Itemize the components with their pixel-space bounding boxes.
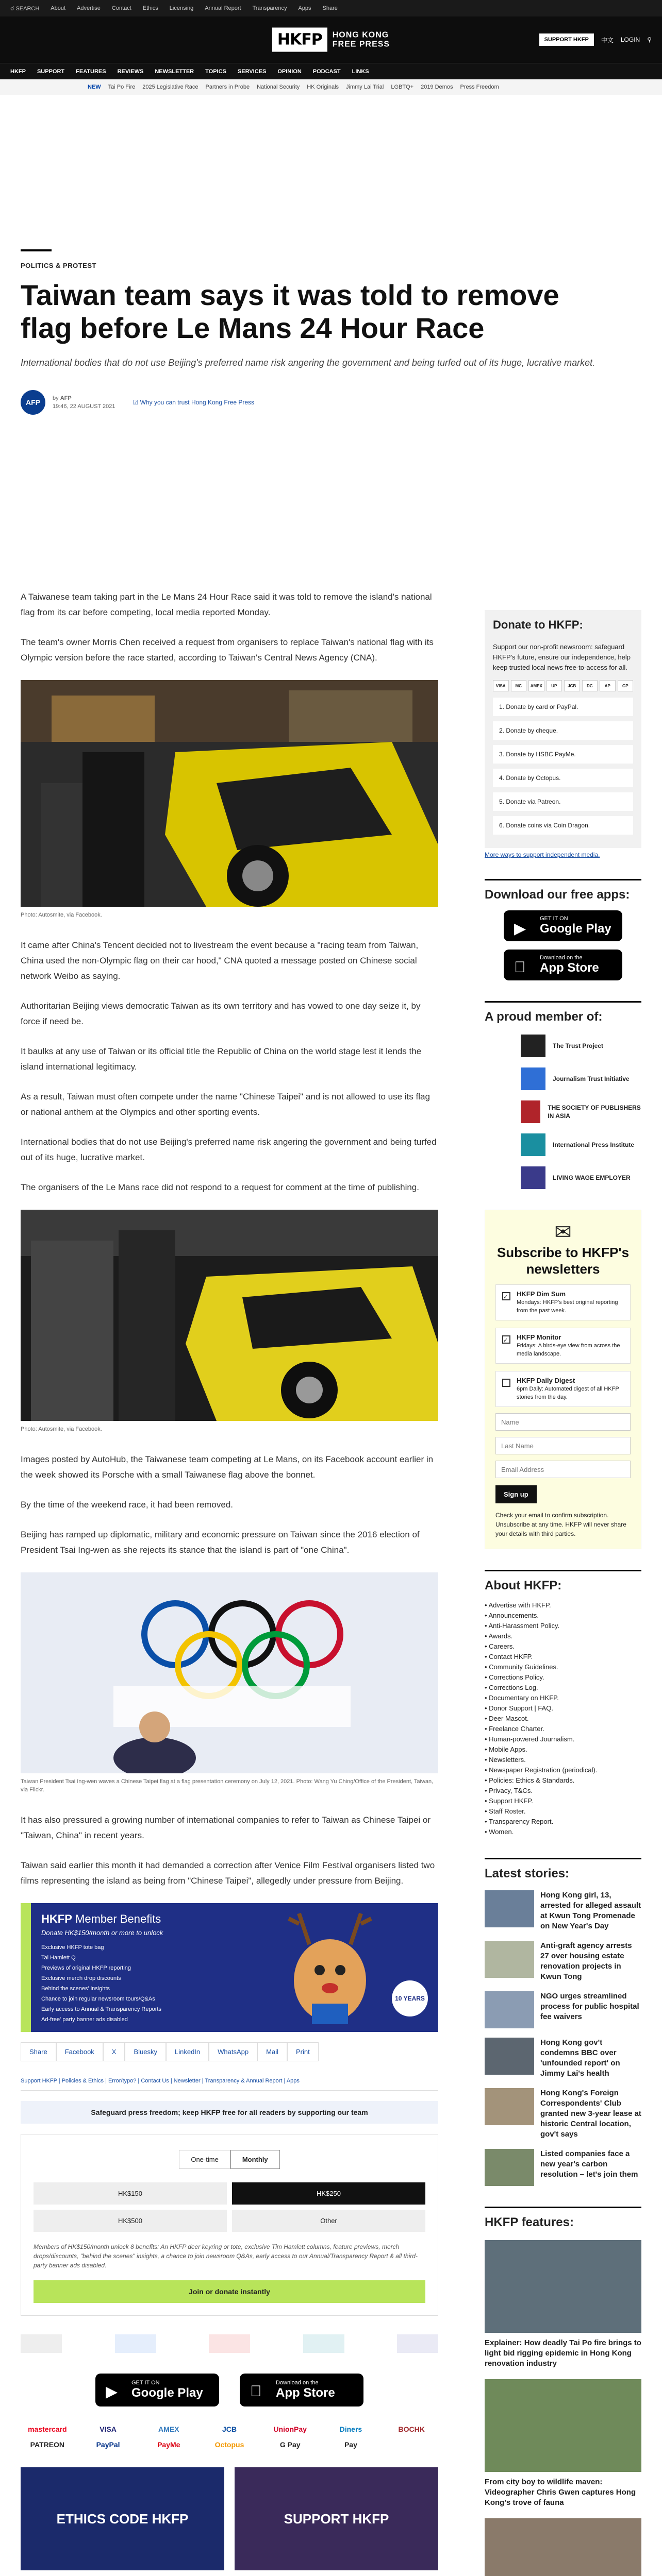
newsletter-name-input[interactable] bbox=[495, 1413, 631, 1431]
payment-gpay: G Pay bbox=[279, 2441, 301, 2449]
about-link[interactable]: • Documentary on HKFP. bbox=[485, 1693, 641, 1703]
apple-icon bbox=[250, 2383, 262, 2400]
search-icon[interactable]: ⚲ bbox=[647, 36, 652, 43]
nav-item-newsletter[interactable]: NEWSLETTER bbox=[155, 68, 194, 75]
ipi-icon bbox=[521, 1133, 545, 1156]
about-link[interactable]: • Mobile Apps. bbox=[485, 1744, 641, 1755]
about-link[interactable]: • Careers. bbox=[485, 1641, 641, 1652]
banner-subtitle: Donate HK$150/month or more to unlock bbox=[41, 1929, 163, 1937]
new-label: NEW bbox=[88, 84, 101, 90]
banner-title: HKFP Member Benefits bbox=[41, 1912, 161, 1925]
card-logos bbox=[493, 680, 633, 691]
about-link[interactable]: • Newspaper Registration (periodical). bbox=[485, 1765, 641, 1775]
paragraph: It has also pressured a growing number of international companies to refer to Taiwan as Chinese Taipei or "Taiwan, China" in recent years. bbox=[21, 1815, 431, 1840]
mail-icon: ✉ bbox=[554, 1221, 572, 1244]
photo-caption: Taiwan President Tsai Ing-wen waves a Chinese Taipei flag at a flag presentation ceremony on July 12, 2021. Photo: Wang Yu Ching/Office of the President, Taiwan, via Flickr. bbox=[21, 1778, 434, 1793]
payment-patreon: PATREON bbox=[30, 2441, 65, 2449]
latest-story[interactable]: Listed companies face a new year's carbon resolution – let's join them bbox=[485, 2149, 641, 2186]
nav-item-topics[interactable]: TOPICS bbox=[205, 68, 226, 75]
donate-option[interactable]: 4. Donate by Octopus. bbox=[493, 769, 633, 787]
apps-heading: Download our free apps: bbox=[485, 879, 641, 902]
newsletter-signup-button[interactable]: Sign up bbox=[495, 1485, 537, 1503]
masthead bbox=[0, 16, 662, 63]
frequency-toggle bbox=[21, 2150, 438, 2169]
donation-widget bbox=[21, 2134, 438, 2316]
trust-project-icon bbox=[521, 1035, 545, 1057]
byline-meta: by AFP 19:46, 22 AUGUST 2021 bbox=[53, 395, 115, 410]
about-link[interactable]: • Community Guidelines. bbox=[485, 1662, 641, 1672]
main-nav bbox=[0, 63, 662, 79]
card-logo: JCB bbox=[564, 680, 580, 691]
hot-topics-bar bbox=[0, 79, 662, 95]
member-heading: A proud member of: bbox=[485, 1001, 641, 1024]
donate-box bbox=[485, 610, 641, 848]
payment-mastercard: mastercard bbox=[28, 2425, 67, 2433]
paragraph: As a result, Taiwan must often compete under the name "Chinese Taipei" and is not allowed to use its flag or national anthem at the Olympics and other sporting events. bbox=[21, 1092, 430, 1117]
payment-diners: Diners bbox=[339, 2425, 362, 2433]
feature-story[interactable] bbox=[485, 2518, 641, 2576]
paragraph: The team's owner Morris Chen received a request from organisers to replace Taiwan's national flag with its Olympic version before the race started, according to Taiwan's Central News Agency (CNA). bbox=[21, 637, 434, 663]
hot-topic[interactable]: Partners in Probe bbox=[205, 84, 250, 90]
about-link[interactable]: • Contact HKFP. bbox=[485, 1652, 641, 1662]
newsletter-title: Subscribe to HKFP's newsletters bbox=[496, 1245, 630, 1277]
play-icon: ▶ bbox=[514, 920, 526, 937]
press-freedom-banner[interactable]: Safeguard press freedom; keep HKFP free for all readers by supporting our team bbox=[21, 2101, 438, 2124]
member-item[interactable]: Journalism Trust Initiative bbox=[521, 1062, 641, 1095]
paragraph: The organisers of the Le Mans race did not respond to a request for comment at the time of publishing. bbox=[21, 1182, 419, 1192]
site-logo[interactable] bbox=[272, 28, 390, 52]
support-promo[interactable]: SUPPORT HKFP bbox=[235, 2467, 438, 2570]
page-wrap bbox=[21, 249, 641, 2576]
hot-topic[interactable]: Tai Po Fire bbox=[108, 84, 136, 90]
article-body bbox=[21, 589, 438, 2576]
nav-item-features[interactable]: FEATURES bbox=[76, 68, 106, 75]
ipi-logo[interactable] bbox=[303, 2334, 344, 2353]
latest-story[interactable]: NGO urges streamlined process for public hospital fee waivers bbox=[485, 1991, 641, 2028]
payment-applepay: Pay bbox=[344, 2441, 357, 2449]
about-link[interactable]: • Anti-Harassment Policy. bbox=[485, 1621, 641, 1631]
author-avatar[interactable]: AFP bbox=[21, 390, 45, 415]
share-bluesky[interactable]: Bluesky bbox=[125, 2042, 166, 2061]
about-link[interactable]: • Deer Mascot. bbox=[485, 1714, 641, 1724]
latest-story[interactable]: Hong Kong's Foreign Correspondents' Club granted new 3-year lease at historic Central location, gov't says bbox=[485, 2088, 641, 2140]
feature-image bbox=[485, 2518, 641, 2576]
card-logo: MC bbox=[511, 680, 527, 691]
latest-story[interactable]: Hong Kong girl, 13, arrested for alleged assault at Kwun Tong Promenade on New Year's Day bbox=[485, 1890, 641, 1931]
story-thumbnail bbox=[485, 2149, 534, 2186]
about-link[interactable]: • Awards. bbox=[485, 1631, 641, 1641]
about-link[interactable]: • Staff Roster. bbox=[485, 1806, 641, 1817]
member-item[interactable]: THE SOCIETY OF PUBLISHERS IN ASIA bbox=[521, 1095, 641, 1128]
amount-option-selected[interactable]: HK$250 bbox=[232, 2182, 425, 2205]
payment-visa: VISA bbox=[100, 2425, 117, 2433]
member-item[interactable]: International Press Institute bbox=[521, 1128, 641, 1161]
tier-description: Members of HK$150/month unlock 8 benefits: An HKFP deer keyring or tote, exclusive Tim Hamlett columns, feature previews, merch drops/discounts, "behind the scenes" insights, a chance to join newsroom Q&As, early access to our Annual/Transparency Report & all third-party banner ads disabled. bbox=[34, 2243, 418, 2269]
member-item[interactable]: LIVING WAGE EMPLOYER bbox=[521, 1161, 641, 1194]
newsletter-box bbox=[485, 1210, 641, 1549]
amount-option[interactable]: HK$500 bbox=[34, 2210, 227, 2232]
sidebar-app-store[interactable]: Download on the App Store bbox=[504, 950, 622, 980]
apple-icon bbox=[514, 959, 526, 976]
hot-topic[interactable]: HK Originals bbox=[307, 84, 339, 90]
donate-heading: Donate to HKFP: bbox=[493, 618, 583, 631]
about-link[interactable]: • Corrections Policy. bbox=[485, 1672, 641, 1683]
publish-date: 19:46, 22 AUGUST 2021 bbox=[53, 403, 115, 410]
paragraph: Taiwan said earlier this month it had demanded a correction after Venice Film Festival organisers listed two films representing the island as being from "Chinese Taipei", allegedly under pressure from Beijing. bbox=[21, 1860, 435, 1886]
logo-mark: HKFP bbox=[272, 28, 327, 52]
jti-logo[interactable] bbox=[115, 2334, 156, 2353]
hot-topic[interactable]: National Security bbox=[257, 84, 300, 90]
paragraph: It baulks at any use of Taiwan or its official title the Republic of China on the world stage lest it lends the island international legitimacy. bbox=[21, 1046, 422, 1072]
trust-project-logo[interactable] bbox=[21, 2334, 62, 2353]
member-logos-row bbox=[21, 2334, 438, 2355]
latest-story[interactable]: Anti-graft agency arrests 27 over housing estate renovation projects in Kwun Tong bbox=[485, 1941, 641, 1982]
utility-link-transparency[interactable]: Transparency bbox=[252, 5, 287, 11]
about-link[interactable]: • Policies: Ethics & Standards. bbox=[485, 1775, 641, 1786]
card-logo: DC bbox=[582, 680, 598, 691]
category-rule bbox=[21, 249, 52, 251]
shield-icon: ☑ bbox=[133, 399, 139, 406]
nav-item-podcast[interactable]: PODCAST bbox=[312, 68, 341, 75]
share-facebook[interactable]: Facebook bbox=[56, 2042, 103, 2061]
story-thumbnail bbox=[485, 2038, 534, 2075]
nav-item-reviews[interactable]: REVIEWS bbox=[117, 68, 144, 75]
card-logo: AP bbox=[600, 680, 616, 691]
byline bbox=[21, 390, 641, 415]
about-link[interactable]: • Donor Support | FAQ. bbox=[485, 1703, 641, 1714]
latest-heading: Latest stories: bbox=[485, 1858, 641, 1881]
paragraph: International bodies that do not use Beijing's preferred name risk angering the government and being turfed out of its huge, lucrative market. bbox=[21, 1137, 437, 1162]
payment-jcb: JCB bbox=[222, 2425, 237, 2433]
sidebar-google-play[interactable]: ▶ GET IT ON Google Play bbox=[504, 910, 622, 941]
author-name[interactable]: AFP bbox=[60, 395, 72, 401]
paragraph: It came after China's Tencent decided not to livestream the event because a "racing team from Taiwan, China used the non-Olympic flag on their car hood," CNA quoted a message posted on Chinese social network Weibo as saying. bbox=[21, 940, 419, 981]
more-ways-link[interactable]: More ways to support independent media. bbox=[485, 851, 600, 858]
hot-topic[interactable]: Press Freedom bbox=[460, 84, 499, 90]
utility-link-ethics[interactable]: Ethics bbox=[142, 5, 158, 11]
feature-image bbox=[485, 2240, 641, 2333]
join-button[interactable]: Join or donate instantly bbox=[34, 2280, 425, 2303]
payment-paypal: PayPal bbox=[96, 2441, 120, 2449]
nav-item-support[interactable]: SUPPORT bbox=[37, 68, 65, 75]
about-link[interactable]: • Transparency Report. bbox=[485, 1817, 641, 1827]
card-logo: GP bbox=[618, 680, 634, 691]
login-link[interactable]: LOGIN bbox=[620, 36, 640, 43]
donate-option[interactable]: 3. Donate by HSBC PayMe. bbox=[493, 745, 633, 764]
share-label: Share bbox=[21, 2042, 56, 2061]
utility-link-advertise[interactable]: Advertise bbox=[77, 5, 101, 11]
card-logo: AMEX bbox=[528, 680, 544, 691]
anniversary-badge: 10 YEARS bbox=[392, 1980, 428, 2016]
share-linkedin[interactable]: LinkedIn bbox=[166, 2042, 209, 2061]
feature-story[interactable]: Explainer: How deadly Tai Po fire brings to light bid rigging epidemic in Hong Kong renovation industry bbox=[485, 2240, 641, 2369]
feature-image bbox=[485, 2379, 641, 2472]
about-link[interactable]: • Human-powered Journalism. bbox=[485, 1734, 641, 1744]
living-wage-icon bbox=[521, 1166, 545, 1189]
nav-item-services[interactable]: SERVICES bbox=[237, 68, 267, 75]
search-link[interactable]: ☌ SEARCH bbox=[10, 5, 40, 12]
checkbox-icon[interactable]: ✓ bbox=[502, 1292, 510, 1300]
about-link[interactable]: • Privacy, T&Cs. bbox=[485, 1786, 641, 1796]
utility-link-licensing[interactable]: Licensing bbox=[169, 5, 194, 11]
latest-story[interactable]: Hong Kong gov't condemns BBC over 'unfounded report' on Jimmy Lai's health bbox=[485, 2038, 641, 2079]
payment-payme: PayMe bbox=[157, 2441, 180, 2449]
donate-option[interactable]: 6. Donate coins via Coin Dragon. bbox=[493, 816, 633, 835]
jti-icon bbox=[521, 1067, 545, 1090]
story-thumbnail bbox=[485, 1941, 534, 1978]
olympic-flag-image bbox=[21, 1572, 438, 1773]
newsletter-option[interactable]: HKFP Daily Digest 6pm Daily: Automated digest of all HKFP stories from the day. bbox=[495, 1371, 631, 1407]
utility-link-apps[interactable]: Apps bbox=[298, 5, 311, 11]
newsletter-email-input[interactable] bbox=[495, 1461, 631, 1478]
banner-accent bbox=[21, 1903, 31, 2032]
card-logo: VISA bbox=[493, 680, 509, 691]
about-link[interactable]: • Support HKFP. bbox=[485, 1796, 641, 1806]
paragraph: Authoritarian Beijing views democratic Taiwan as its own territory and has vowed to one day seize it, by force if need be. bbox=[21, 1001, 421, 1026]
paragraph: A Taiwanese team taking part in the Le Mans 24 Hour Race said it was told to remove the island's national flag from its car before competing, local media reported Monday. bbox=[21, 592, 432, 617]
ethics-promo[interactable]: ETHICS CODE HKFP bbox=[21, 2467, 224, 2570]
support-button[interactable]: SUPPORT HKFP bbox=[539, 33, 594, 46]
member-item[interactable]: The Trust Project bbox=[521, 1029, 641, 1062]
about-link[interactable]: • Newsletters. bbox=[485, 1755, 641, 1765]
share-x[interactable]: X bbox=[103, 2042, 125, 2061]
amount-option[interactable]: HK$150 bbox=[34, 2182, 227, 2205]
about-link[interactable]: • Freelance Charter. bbox=[485, 1724, 641, 1734]
newsletter-option[interactable]: ✓ HKFP Dim Sum Mondays: HKFP's best original reporting from the past week. bbox=[495, 1284, 631, 1320]
sopa-icon bbox=[521, 1100, 540, 1123]
utility-bar bbox=[0, 0, 662, 16]
living-wage-logo[interactable] bbox=[397, 2334, 438, 2353]
photo-caption: Photo: Autosmite, via Facebook. bbox=[21, 912, 102, 918]
app-store-badge[interactable]: Download on the App Store bbox=[240, 2374, 363, 2406]
paragraph: By the time of the weekend race, it had been removed. bbox=[21, 1500, 234, 1510]
article-photo-olympic-flag[interactable] bbox=[21, 1572, 438, 1773]
paragraph: Beijing has ramped up diplomatic, military and economic pressure on Taiwan since the 2016 election of President Tsai Ing-wen as she rejects its stance that the island is part of "one China". bbox=[21, 1530, 420, 1555]
about-link[interactable]: • Women. bbox=[485, 1827, 641, 1837]
payment-octopus: Octopus bbox=[214, 2441, 244, 2449]
share-mail[interactable]: Mail bbox=[257, 2042, 287, 2061]
feature-story[interactable]: From city boy to wildlife maven: Videographer Chris Gwen captures Hong Kong's trove of fauna bbox=[485, 2379, 641, 2508]
play-icon: ▶ bbox=[106, 2383, 118, 2400]
member-benefits-banner[interactable] bbox=[21, 1903, 438, 2032]
member-list bbox=[485, 1029, 641, 1194]
article-category[interactable]: POLITICS & PROTEST bbox=[21, 262, 96, 269]
freq-monthly[interactable]: Monthly bbox=[230, 2150, 280, 2169]
utility-link-contact[interactable]: Contact bbox=[111, 5, 131, 11]
newsletter-last-name-input[interactable] bbox=[495, 1437, 631, 1454]
freq-one-time[interactable]: One-time bbox=[179, 2150, 230, 2169]
hot-topic[interactable]: 2019 Demos bbox=[421, 84, 453, 90]
story-thumbnail bbox=[485, 2088, 534, 2125]
nav-item-hkfp[interactable]: HKFP bbox=[10, 68, 26, 75]
about-list bbox=[485, 1600, 641, 1837]
utility-link-about[interactable]: About bbox=[51, 5, 66, 11]
share-bar bbox=[21, 2042, 438, 2061]
app-badges-row bbox=[21, 2374, 438, 2406]
checkbox-icon[interactable] bbox=[502, 1379, 510, 1387]
hot-topic[interactable]: 2025 Legislative Race bbox=[142, 84, 198, 90]
newsletter-option[interactable]: ✓ HKFP Monitor Fridays: A birds-eye view from across the media landscape. bbox=[495, 1328, 631, 1364]
hot-topic[interactable]: Jimmy Lai Trial bbox=[346, 84, 384, 90]
article-lede: International bodies that do not use Beijing's preferred name risk angering the government and being turfed out of its huge, lucrative market. bbox=[21, 358, 595, 368]
google-play-badge[interactable]: ▶ GET IT ON Google Play bbox=[95, 2374, 219, 2406]
language-link[interactable]: 中文 bbox=[601, 36, 614, 44]
nav-item-links[interactable]: LINKS bbox=[352, 68, 369, 75]
newsletter-note: Check your email to confirm subscription. Unsubscribe at any time. HKFP will never share your details with third parties. bbox=[495, 1512, 626, 1537]
nav-item-opinion[interactable]: OPINION bbox=[277, 68, 302, 75]
donate-option[interactable]: 1. Donate by card or PayPal. bbox=[493, 698, 633, 716]
about-link[interactable]: • Corrections Log. bbox=[485, 1683, 641, 1693]
share-print[interactable]: Print bbox=[287, 2042, 319, 2061]
payment-unionpay: UnionPay bbox=[273, 2425, 307, 2433]
sopa-logo[interactable] bbox=[209, 2334, 250, 2353]
paragraph: Images posted by AutoHub, the Taiwanese team competing at Le Mans, on its Facebook account earlier in the week showed its Porsche with a small Taiwanese flag above the bonnet. bbox=[21, 1454, 434, 1480]
about-link[interactable]: • Announcements. bbox=[485, 1611, 641, 1621]
checkbox-icon[interactable]: ✓ bbox=[502, 1335, 510, 1344]
story-thumbnail bbox=[485, 1890, 534, 1927]
article-title: Taiwan team says it was told to remove flag before Le Mans 24 Hour Race bbox=[21, 279, 559, 344]
sidebar bbox=[485, 610, 641, 2576]
utility-link-annual-report[interactable]: Annual Report bbox=[205, 5, 241, 11]
article-photo-race-car[interactable] bbox=[21, 680, 438, 907]
about-heading: About HKFP: bbox=[485, 1570, 641, 1593]
banner-benefits: Exclusive HKFP tote bag Tai Hamlett Q Previews of original HKFP reporting Exclusive merch drop discounts Behind the scenes' insights Chance to join regular newsroom tours/Q&As Early access to Annual & Transparency Reports Ad-free' party banner ads disabled bbox=[41, 1944, 161, 2023]
article-photo-pit-stop[interactable] bbox=[21, 1210, 438, 1421]
support-links[interactable]: Support HKFP | Policies & Ethics | Error/typo? | Contact Us | Newsletter | Transparency & Annual Report | Apps bbox=[21, 2072, 438, 2091]
about-link[interactable]: • Advertise with HKFP. bbox=[485, 1600, 641, 1611]
donate-option[interactable]: 2. Donate by cheque. bbox=[493, 721, 633, 740]
deer-mascot-icon bbox=[263, 1903, 397, 2032]
photo-caption: Photo: Autosmite, via Facebook. bbox=[21, 1426, 102, 1432]
payment-amex: AMEX bbox=[158, 2425, 179, 2433]
payment-bochk: BOCHK bbox=[398, 2425, 425, 2433]
trust-link[interactable]: ☑ Why you can trust Hong Kong Free Press bbox=[133, 399, 255, 406]
features-heading: HKFP features: bbox=[485, 2207, 641, 2230]
race-car-image bbox=[21, 680, 438, 907]
hot-topic[interactable]: LGBTQ+ bbox=[391, 84, 414, 90]
card-logo: UP bbox=[547, 680, 562, 691]
amount-option-other[interactable]: Other bbox=[232, 2210, 425, 2232]
promo-row bbox=[21, 2467, 438, 2570]
utility-link-share[interactable]: Share bbox=[322, 5, 338, 11]
share-whatsapp[interactable]: WhatsApp bbox=[209, 2042, 257, 2061]
donate-text: Support our non-profit newsroom: safeguard HKFP's future, ensure our independence, help keep trusted local news free-to-access for all. bbox=[493, 643, 631, 671]
logo-wordmark: HONG KONG FREE PRESS bbox=[332, 30, 390, 48]
story-thumbnail bbox=[485, 1991, 534, 2028]
payment-methods bbox=[21, 2425, 438, 2449]
amount-options bbox=[34, 2182, 425, 2232]
pit-stop-image bbox=[21, 1210, 438, 1421]
donate-option[interactable]: 5. Donate via Patreon. bbox=[493, 792, 633, 811]
